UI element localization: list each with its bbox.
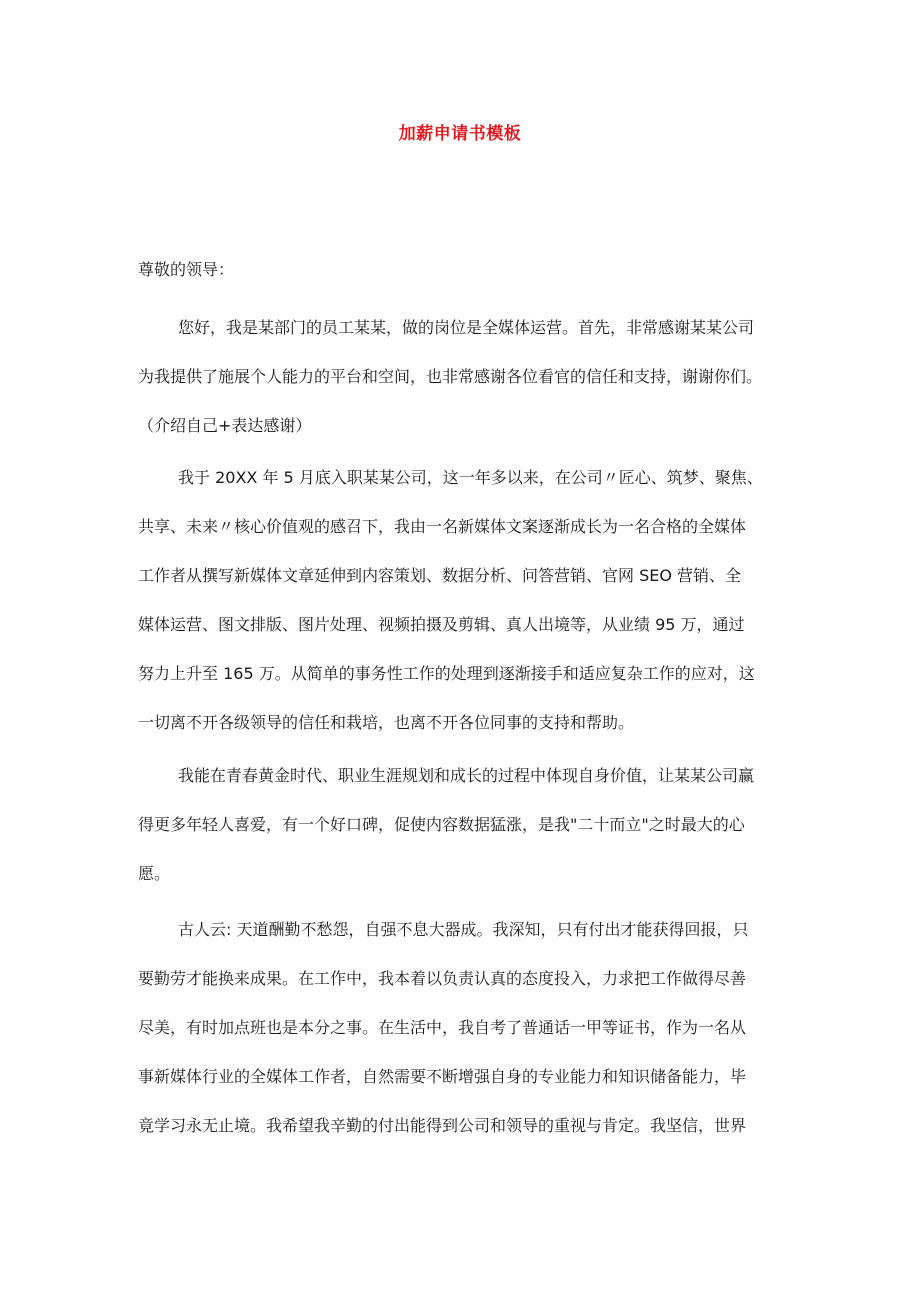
paragraph-aspiration (138, 751, 790, 898)
paragraph-line: 我于 20XX 年 5 月底入职某某公司，这一年多以来，在公司〃匠心、筑梦、聚焦、 (178, 468, 763, 487)
paragraph-line: 竟学习永无止境。我希望我辛勤的付出能得到公司和领导的重视与肯定。我坚信，世界 (138, 1116, 747, 1135)
paragraph-line: 努力上升至 165 万。从简单的事务性工作的处理到逐渐接手和适应复杂工作的应对，这 (138, 664, 755, 683)
paragraph-line: 愿。 (138, 864, 171, 883)
paragraph-line: 为我提供了施展个人能力的平台和空间，也非常感谢各位看官的信任和支持，谢谢你们。 (138, 367, 763, 386)
paragraph-line: 古人云: 天道酬勤不愁怨，自强不息大器成。我深知，只有付出才能获得回报，只 (178, 920, 749, 939)
paragraph-line: 工作者从撰写新媒体文章延伸到内容策划、数据分析、问答营销、官网 SEO 营销、全 (138, 566, 742, 585)
paragraph-line: 共享、未来〃核心价值观的感召下，我由一名新媒体文案逐渐成长为一名合格的全媒体 (138, 517, 747, 536)
paragraph-experience (138, 453, 790, 747)
paragraph-line: 尽美，有时加点班也是本分之事。在生活中，我自考了普通话一甲等证书，作为一名从 (138, 1018, 747, 1037)
paragraph-intro (138, 303, 790, 450)
paragraph-line: 我能在青春黄金时代、职业生涯规划和成长的过程中体现自身价值，让某某公司赢 (178, 766, 755, 785)
paragraph-diligence (138, 905, 790, 1150)
document-title: 加薪申请书模板 (398, 124, 522, 144)
paragraph-line: 您好，我是某部门的员工某某，做的岗位是全媒体运营。首先，非常感谢某某公司 (178, 318, 755, 337)
paragraph-line: 媒体运营、图文排版、图片处理、视频拍摄及剪辑、真人出境等，从业绩 95 万，通过 (138, 615, 745, 634)
paragraph-line: 得更多年轻人喜爱，有一个好口碑，促使内容数据猛涨，是我"二十而立"之时最大的心 (138, 815, 745, 834)
paragraph-line: （介绍自己+表达感谢） (138, 416, 312, 435)
salutation: 尊敬的领导： (138, 260, 235, 279)
paragraph-line: 要勤劳才能换来成果。在工作中，我本着以负责认真的态度投入，力求把工作做得尽善 (138, 969, 747, 988)
paragraph-line: 一切离不开各级领导的信任和栽培，也离不开各位同事的支持和帮助。 (138, 713, 635, 732)
paragraph-line: 事新媒体行业的全媒体工作者，自然需要不断增强自身的专业能力和知识储备能力，毕 (138, 1067, 747, 1086)
